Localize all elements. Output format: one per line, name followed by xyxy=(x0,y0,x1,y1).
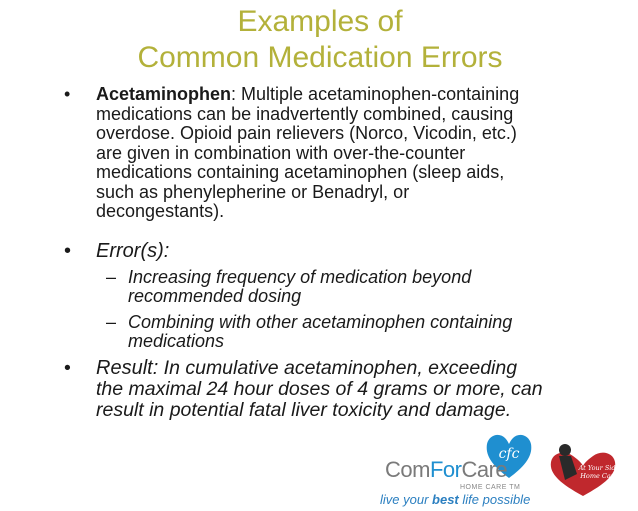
logo-area xyxy=(380,430,625,510)
svg-text:Home Care: Home Care xyxy=(580,472,618,480)
error-line: recommended dosing xyxy=(128,286,302,306)
tagline-bold: best xyxy=(432,492,459,507)
error-line: medications xyxy=(128,331,225,351)
bullet-acetaminophen xyxy=(64,85,624,222)
result-line: result in potential fatal liver toxicity and damage. xyxy=(96,398,512,421)
tagline-pre: live your xyxy=(380,492,433,507)
bullet-errors xyxy=(64,239,624,263)
comforcare-subtitle-text: HOME CARE xyxy=(460,484,507,491)
bullet-dot: • xyxy=(64,239,72,262)
comforcare-tagline xyxy=(380,492,530,507)
dash-marker: – xyxy=(106,266,117,287)
slide-title xyxy=(60,4,580,76)
dash-marker: – xyxy=(106,311,117,332)
bullet-errors-label: Error(s): xyxy=(96,239,170,262)
result-line: the maximal 24 hour doses of 4 grams or more, can xyxy=(96,377,543,400)
error-list xyxy=(74,268,624,352)
result-label: Result: xyxy=(96,356,159,379)
svg-text:At Your Side: At Your Side xyxy=(578,464,620,472)
error-item xyxy=(106,313,624,352)
cfc-heart-letters: cfc xyxy=(498,446,520,462)
error-line: Increasing frequency of medication beyond xyxy=(128,266,472,287)
comforcare-subtitle xyxy=(460,484,520,491)
comforcare-com: Com xyxy=(385,457,430,482)
error-item xyxy=(106,268,624,307)
comforcare-care: Care xyxy=(461,457,508,482)
bullet-result xyxy=(64,358,624,421)
bullet-line: overdose. Opioid pain relievers (Norco, Vicodin, etc.) xyxy=(96,123,517,143)
comforcare-for: For xyxy=(429,457,462,482)
bullet-dot: • xyxy=(64,356,71,379)
bullet-line: are given in combination with over-the-counter xyxy=(96,142,466,163)
comforcare-wordmark xyxy=(385,457,507,483)
title-line-2: Common Medication Errors xyxy=(137,41,503,74)
at-your-side-logo-icon xyxy=(543,440,623,500)
error-line: Combining with other acetaminophen containing xyxy=(128,311,513,332)
bullet-line: such as phenylepherine or Benadryl, or xyxy=(96,181,410,202)
slide-body xyxy=(64,85,624,421)
comforcare-tm: TM xyxy=(509,484,521,491)
tagline-post: life possible xyxy=(458,492,531,507)
bullet-line: decongestants). xyxy=(96,201,225,221)
bullet-line: : Multiple acetaminophen-containing xyxy=(231,84,520,104)
bullet-dot: • xyxy=(64,84,71,104)
result-line: In cumulative acetaminophen, exceeding xyxy=(158,356,518,379)
bullet-term: Acetaminophen xyxy=(96,84,232,104)
bullet-line: medications can be inadvertently combined, causing xyxy=(96,103,514,124)
bullet-line: medications containing acetaminophen (sleep aids, xyxy=(96,162,505,182)
title-line-1: Examples of xyxy=(237,5,403,38)
